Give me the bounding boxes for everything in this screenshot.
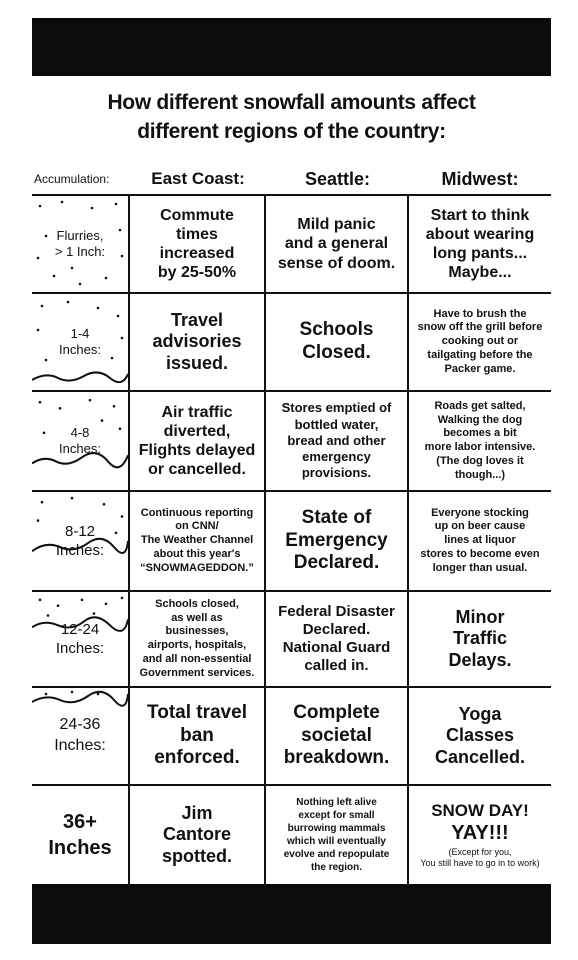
cell-line: longer than usual.	[432, 561, 528, 574]
midwest-cell	[409, 196, 551, 292]
cell-line: diverted,	[163, 422, 231, 440]
cell-line: up on beer cause	[434, 520, 526, 533]
accumulation-label: Inches:	[55, 542, 105, 559]
cell-line: Commute	[160, 206, 234, 224]
seattle-cell	[266, 392, 409, 490]
cell-line: Total travel	[147, 701, 247, 723]
seattle-cell	[266, 688, 409, 784]
header-east-coast: East Coast:	[151, 169, 245, 188]
cell-line: and all non-essential	[142, 652, 252, 665]
midwest-cell	[409, 592, 551, 686]
midwest-cell	[409, 688, 551, 784]
accumulation-cell	[32, 196, 130, 292]
cell-line: sense of doom.	[277, 254, 396, 272]
accumulation-label: Inches	[48, 837, 112, 859]
cell-line: long pants...	[432, 245, 528, 262]
accumulation-label: 4-8	[70, 424, 90, 440]
cell-line: Start to think	[430, 206, 530, 224]
cell-line: as well as	[171, 611, 223, 624]
cell-line: Delays.	[448, 649, 512, 670]
cell-line: The Weather Channel	[140, 534, 254, 547]
cell-line: and a general	[284, 235, 389, 253]
cell-line: which will eventually	[287, 836, 386, 847]
seattle-cell	[266, 592, 409, 686]
accumulation-label: 36+	[63, 811, 97, 833]
cell-line: Minor	[455, 606, 505, 627]
header-accumulation: Accumulation:	[34, 172, 110, 186]
accumulation-cell	[32, 688, 130, 784]
cell-line: Yoga	[458, 703, 502, 724]
accumulation-label: 1-4	[70, 325, 90, 341]
cell-line: Traffic	[452, 628, 507, 649]
east-coast-cell	[130, 786, 266, 884]
snowfall-table	[32, 194, 551, 886]
cell-line: lines at liquor	[444, 534, 516, 547]
cell-line: Schools	[299, 319, 374, 341]
cell-line: called in.	[304, 657, 369, 674]
seattle-cell	[266, 294, 409, 390]
cell-line: businesses,	[165, 625, 229, 638]
cell-line: the region.	[310, 862, 363, 873]
cell-line: emergency	[302, 449, 371, 465]
east-coast-cell	[130, 294, 266, 390]
cell-line: though...)	[454, 468, 506, 481]
accumulation-cell	[32, 294, 130, 390]
cell-line: evolve and repopulate	[283, 849, 390, 860]
accumulation-cell	[32, 492, 130, 590]
midwest-cell	[409, 786, 551, 884]
accumulation-label: Inches:	[54, 737, 106, 754]
east-coast-cell	[130, 196, 266, 292]
accumulation-cell	[32, 392, 130, 490]
table-row	[32, 392, 551, 492]
cell-line: about this year's	[153, 547, 241, 560]
accumulation-label: Inches:	[55, 640, 105, 657]
cell-line: “SNOWMAGEDDON.”	[140, 561, 254, 574]
page-title	[32, 88, 551, 146]
cell-line: Everyone stocking	[431, 506, 529, 519]
accumulation-cell	[32, 786, 130, 884]
cell-line: burrowing mammals	[287, 823, 386, 834]
cell-line: increased	[159, 245, 235, 262]
cell-line: airports, hospitals,	[147, 639, 247, 651]
footnote-line: (Except for you,	[448, 847, 512, 858]
seattle-cell	[266, 492, 409, 590]
east-coast-cell	[130, 592, 266, 686]
cell-line: Air traffic	[161, 403, 233, 421]
midwest-cell	[409, 294, 551, 390]
cell-line: Packer game.	[444, 362, 516, 375]
cell-line: enforced.	[154, 747, 240, 769]
cell-line: snow off the grill before	[417, 321, 543, 334]
cell-line: except for small	[298, 810, 375, 821]
table-row	[32, 592, 551, 688]
cell-line: Classes	[445, 725, 515, 746]
cell-line: Mild panic	[297, 216, 376, 234]
cell-line: stores to become even	[420, 547, 540, 560]
cell-line: ban	[180, 724, 214, 746]
cell-line: Government services.	[139, 666, 255, 679]
title-line-2: different regions of the country:	[137, 120, 446, 143]
cell-line: Complete	[293, 701, 380, 723]
bottom-black-bar	[32, 884, 551, 944]
cell-line: Closed.	[302, 342, 371, 363]
accumulation-label: > 1 Inch:	[54, 244, 106, 259]
title-line-1: How different snowfall amounts affect	[107, 91, 476, 114]
cell-line: Travel	[170, 309, 224, 330]
cell-line: Jim	[181, 802, 213, 823]
cell-line: times	[176, 225, 218, 243]
midwest-cell	[409, 392, 551, 490]
accumulation-label: 8-12	[64, 522, 96, 540]
cell-line: Have to brush the	[433, 307, 527, 320]
cell-line: on CNN/	[175, 520, 219, 533]
cell-line: Stores emptied of	[281, 400, 392, 416]
cell-line: by 25-50%	[157, 264, 237, 282]
cell-line: Schools closed,	[155, 597, 239, 610]
table-row	[32, 196, 551, 294]
cell-line: National Guard	[282, 639, 391, 656]
snow-day-text: SNOW DAY!	[431, 801, 529, 820]
cell-line: Roads get salted,	[434, 399, 526, 412]
cell-line: issued.	[165, 352, 229, 373]
cell-line: Continuous reporting	[140, 506, 254, 519]
cell-line: State of	[301, 506, 372, 528]
yay-text: YAY!!!	[451, 822, 509, 845]
accumulation-label: 24-36	[59, 716, 101, 734]
midwest-cell	[409, 492, 551, 590]
cell-line: Declared.	[293, 552, 380, 574]
east-coast-cell	[130, 492, 266, 590]
seattle-cell	[266, 786, 409, 884]
seattle-cell	[266, 196, 409, 292]
top-black-bar	[32, 18, 551, 76]
cell-line: Cantore	[162, 824, 231, 845]
cell-line: societal	[301, 724, 372, 746]
accumulation-label: Inches:	[59, 441, 101, 456]
cell-line: advisories	[152, 331, 242, 352]
header-seattle: Seattle:	[304, 168, 371, 189]
east-coast-cell	[130, 392, 266, 490]
header-midwest: Midwest:	[441, 168, 519, 189]
cell-line: Flights delayed	[138, 442, 256, 459]
table-header	[32, 164, 551, 194]
cell-line: becomes a bit	[443, 427, 517, 440]
cell-line: Nothing left alive	[296, 797, 377, 808]
cell-line: tailgating before the	[427, 348, 533, 361]
table-row	[32, 492, 551, 592]
accumulation-label: 12-24	[60, 620, 100, 638]
accumulation-label: Inches:	[59, 342, 101, 357]
cell-line: bread and other	[287, 432, 386, 448]
cell-line: or cancelled.	[148, 461, 246, 479]
cell-line: Declared.	[302, 621, 371, 638]
cell-line: more labor intensive.	[424, 441, 536, 453]
cell-line: Maybe...	[448, 264, 512, 282]
cell-line: Walking the dog	[437, 413, 523, 426]
east-coast-cell	[130, 688, 266, 784]
cell-line: (The dog loves it	[436, 454, 524, 467]
cell-line: breakdown.	[283, 747, 390, 769]
table-row	[32, 786, 551, 884]
cell-line: provisions.	[301, 465, 372, 481]
table-row	[32, 688, 551, 786]
table-row	[32, 294, 551, 392]
cell-line: Emergency	[285, 529, 388, 551]
footnote-line: You still have to go in to work)	[420, 858, 540, 869]
cell-line: about wearing	[425, 225, 535, 243]
cell-line: Federal Disaster	[278, 603, 395, 620]
cell-line: bottled water,	[294, 416, 379, 432]
cell-line: Cancelled.	[434, 746, 526, 767]
accumulation-label: Flurries,	[56, 227, 104, 243]
accumulation-cell	[32, 592, 130, 686]
cell-line: cooking out or	[441, 335, 519, 348]
cell-line: spotted.	[162, 845, 232, 866]
